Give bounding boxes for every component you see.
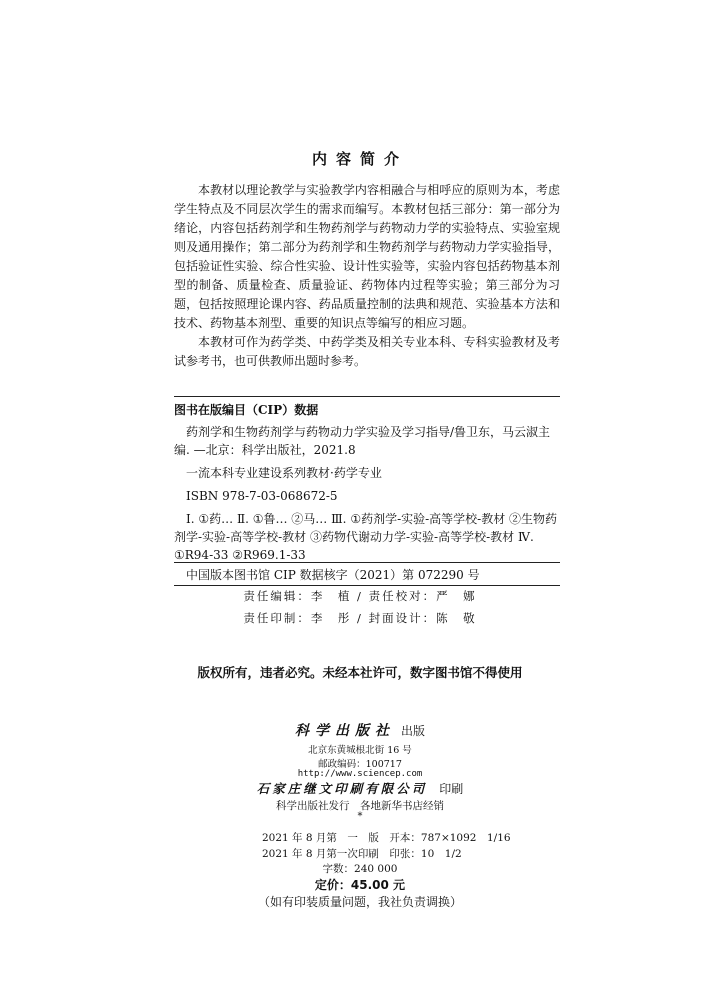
- cip-isbn: ISBN 978-7-03-068672-5: [186, 489, 338, 503]
- printer-line: [0, 779, 720, 797]
- cip-series: 一流本科专业建设系列教材·药学专业: [186, 466, 382, 480]
- publisher-line: [0, 720, 720, 740]
- staff-line-production: 责任印制：李 彤 / 封面设计：陈 敬: [243, 611, 477, 625]
- cip-heading: 图书在版编目（CIP）数据: [174, 403, 319, 417]
- summary-body: [174, 181, 560, 371]
- staff-line-editors: 责任编辑：李 植 / 责任校对：严 娜: [243, 589, 477, 603]
- quality-notice: （如有印装质量问题，我社负责调换）: [257, 895, 462, 909]
- publisher-role: 出版: [400, 724, 425, 738]
- price: 定价：45.00 元: [314, 878, 406, 892]
- cip-data-block: [174, 401, 560, 564]
- publisher-postcode: 邮政编码：100717: [318, 759, 402, 770]
- separator-asterisk: *: [357, 811, 363, 822]
- cip-bottom-rule: [174, 585, 560, 586]
- publisher-address: 北京东黄城根北街 16 号: [308, 745, 412, 756]
- copyright-notice: 版权所有，违者必究。未经本社许可，数字图书馆不得使用: [197, 665, 523, 680]
- printer-logo: 石家庄继文印刷有限公司: [256, 781, 428, 796]
- publisher-url: http://www.sciencep.com: [297, 769, 423, 779]
- printer-role: 印刷: [439, 782, 464, 796]
- distribution-line: 科学出版社发行 各地新华书店经销: [276, 800, 444, 812]
- cip-title-line: 药剂学和生物药剂学与药物动力学实验及学习指导/鲁卫东，马云淑主编. —北京：科学出版社，2021.8: [174, 425, 551, 457]
- cip-middle-rule: [174, 562, 560, 563]
- summary-paragraph-1: 本教材以理论教学与实验教学内容相融合与相呼应的原则为本，考虑学生特点及不同层次学生的需求而编写。本教材包括三部分：第一部分为绪论，内容包括药剂学和生物药剂学与药物动力学的实验特点、实验室规则及通用操作；第二部分为药剂学和生物药剂学与药物动力学实验指导，包括验证性实验、综合性实验、设计性实验等，实验内容包括药物基本剂型的制备、质量检查、质量验证、药物体内过程等实验；第三部分为习题，包括按照理论课内容、药品质量控制的法典和规范、实验基本方法和技术、药物基本剂型、重要的知识点等编写的相应习题。: [174, 183, 560, 330]
- edition-line: 2021 年 8 月第 一 版 开本：787×1092 1/16: [262, 832, 511, 844]
- cip-top-rule: [174, 396, 560, 397]
- cip-record-number: 中国版本图书馆 CIP 数据核字（2021）第 072290 号: [186, 568, 480, 582]
- summary-title: 内容简介: [311, 150, 408, 168]
- summary-paragraph-2: 本教材可作为药学类、中药学类及相关专业本科、专科实验教材及考试参考书，也可供教师出题时参考。: [174, 335, 560, 368]
- publisher-logo: 科学出版社: [294, 723, 395, 739]
- word-count: 字数：240 000: [322, 863, 398, 875]
- cip-classification: Ⅰ. ①药… Ⅱ. ①鲁… ②马… Ⅲ. ①药剂学-实验-高等学校-教材 ②生物药剂学-实验-高等学校-教材 ③药物代谢动力学-实验-高等学校-教材 Ⅳ. ①R94-33 ②R969.1-33: [174, 512, 558, 562]
- printing-line: 2021 年 8 月第一次印刷 印张：10 1/2: [262, 848, 462, 860]
